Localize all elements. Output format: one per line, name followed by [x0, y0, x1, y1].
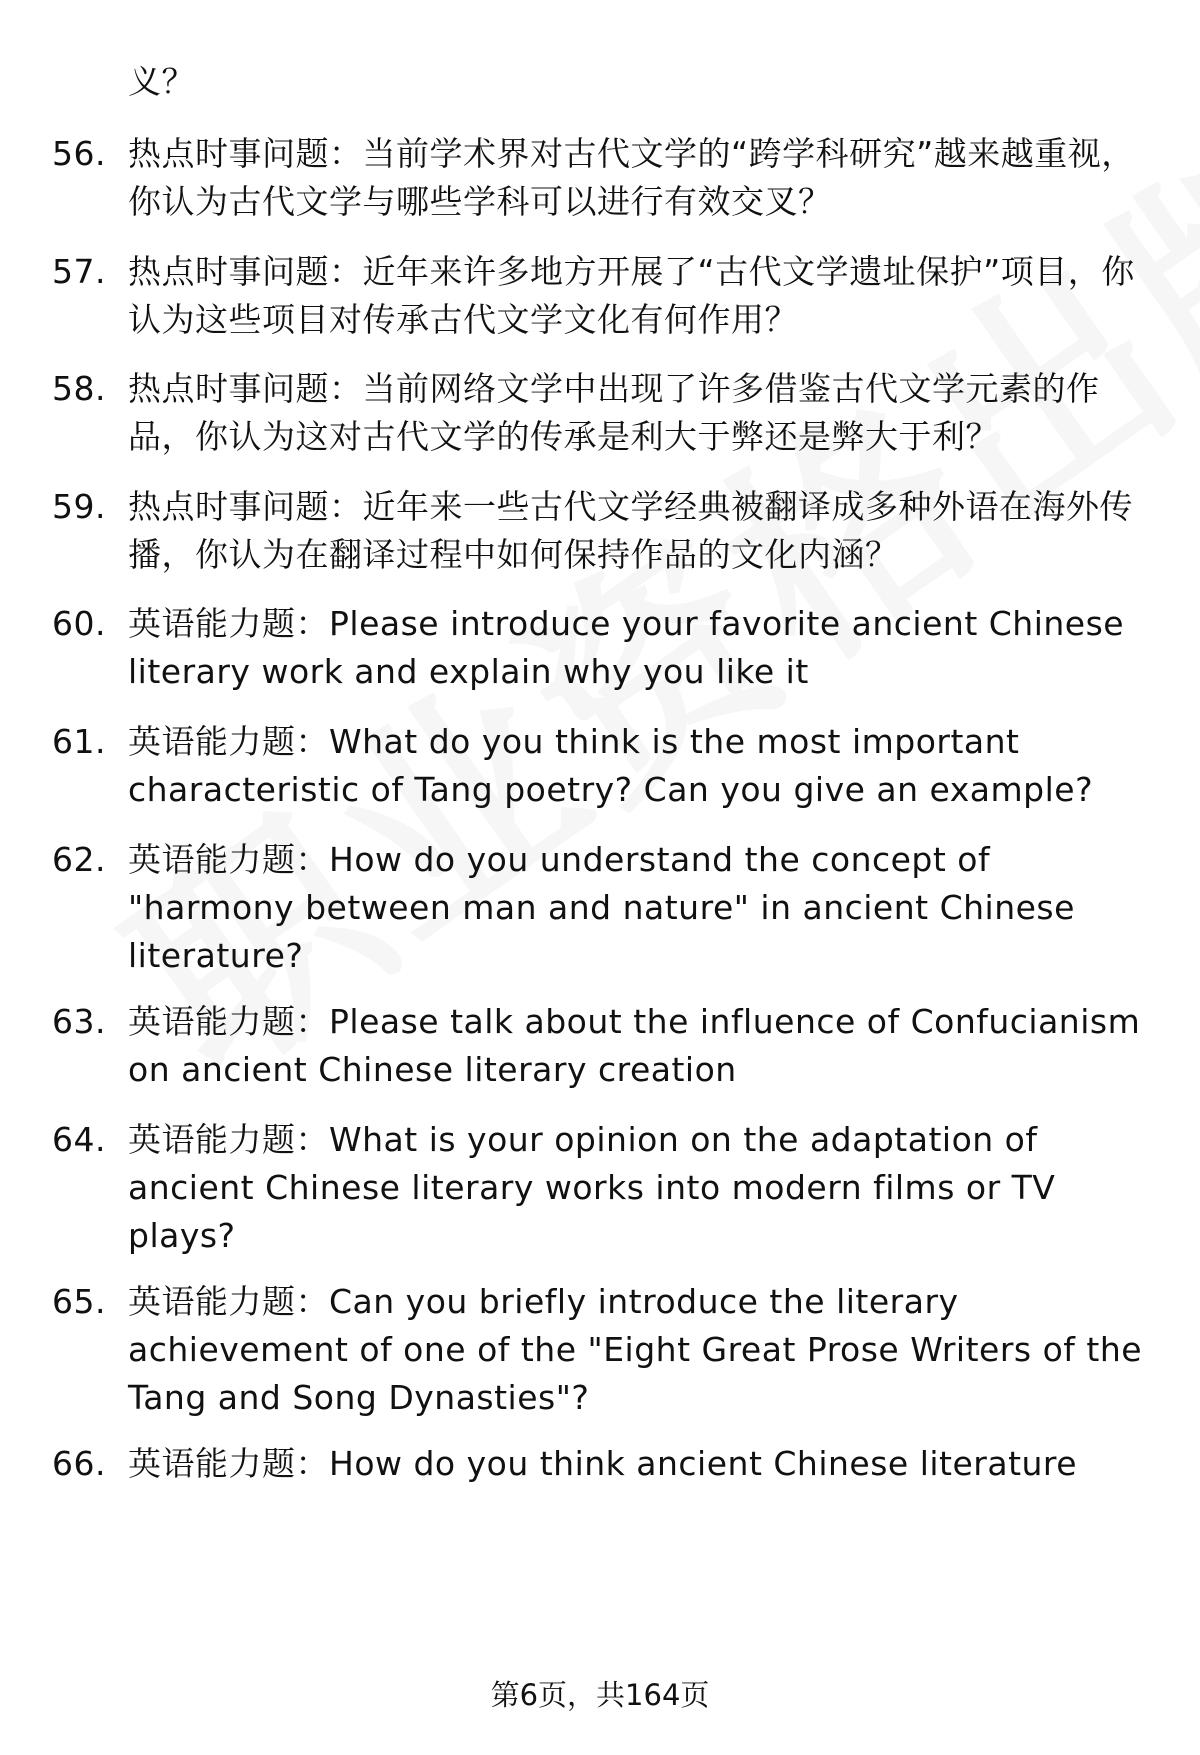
question-item-60 — [52, 600, 1162, 696]
question-item-66 — [52, 1440, 1162, 1488]
page-footer: 第6页，共164页 — [490, 1678, 710, 1712]
question-number: 66. — [52, 1444, 106, 1483]
question-text: 英语能力题：How do you think ancient Chinese literature — [128, 1444, 1078, 1483]
question-number: 59. — [52, 487, 106, 526]
question-number: 62. — [52, 840, 106, 879]
question-item-64 — [52, 1116, 1162, 1260]
question-item-63 — [52, 998, 1162, 1094]
question-text: 英语能力题：How do you understand the concept of "harmony between man and nature" in ancient Chinese literature? — [128, 840, 1075, 975]
question-text: 英语能力题：Please introduce your favorite ancient Chinese literary work and explain why you like it — [128, 604, 1125, 691]
question-number: 57. — [52, 252, 106, 291]
question-text: 英语能力题：What do you think is the most important characteristic of Tang poetry? Can you give an example? — [128, 722, 1094, 809]
question-text: 热点时事问题：当前网络文学中出现了许多借鉴古代文学元素的作品，你认为这对古代文学的传承是利大于弊还是弊大于利？ — [128, 369, 1100, 456]
question-text: 英语能力题：What is your opinion on the adaptation of ancient Chinese literary works into modern films or TV plays? — [128, 1120, 1056, 1255]
question-text: 热点时事问题：近年来一些古代文学经典被翻译成多种外语在海外传播，你认为在翻译过程中如何保持作品的文化内涵？ — [128, 487, 1133, 574]
question-number: 56. — [52, 134, 106, 173]
question-item-62 — [52, 836, 1162, 980]
question-text: 热点时事问题：近年来许多地方开展了“古代文学遗址保护”项目，你认为这些项目对传承古代文学文化有何作用？ — [128, 252, 1135, 339]
question-number: 60. — [52, 604, 106, 643]
question-number: 58. — [52, 369, 106, 408]
question-item-65 — [52, 1278, 1162, 1422]
continuation-text: 义？ — [128, 62, 195, 101]
question-text: 热点时事问题：当前学术界对古代文学的“跨学科研究”越来越重视，你认为古代文学与哪些学科可以进行有效交叉？ — [128, 134, 1135, 221]
question-item-57 — [52, 248, 1162, 344]
question-number: 64. — [52, 1120, 106, 1159]
question-number: 63. — [52, 1002, 106, 1041]
question-number: 65. — [52, 1282, 106, 1321]
question-number: 61. — [52, 722, 106, 761]
question-item-61 — [52, 718, 1162, 814]
question-text: 英语能力题：Can you briefly introduce the literary achievement of one of the "Eight Great Prose Writers of the Tang and Song Dynasties"? — [128, 1282, 1143, 1417]
question-item-56 — [52, 130, 1162, 226]
question-text: 英语能力题：Please talk about the influence of Confucianism on ancient Chinese literary creation — [128, 1002, 1141, 1089]
question-item-59 — [52, 483, 1162, 579]
question-item-58 — [52, 365, 1162, 461]
